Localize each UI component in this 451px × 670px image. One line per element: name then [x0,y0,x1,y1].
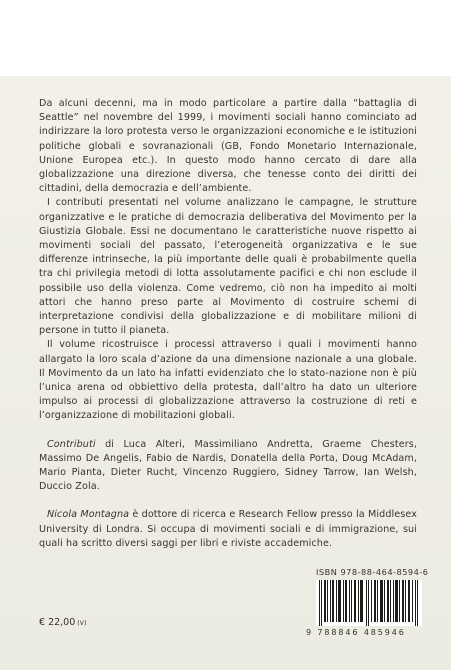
author-bio: è dottore di ricerca e Research Fellow presso la Middlesex University di Londra. Si occupa di movimenti sociali e di immigrazione, sui quali ha scritto diversi saggi per libri e riviste accademiche. [39,509,417,549]
price-value: € 22,00 [39,617,76,628]
author-bio-paragraph [39,508,417,551]
price-tag [39,617,87,628]
author-name: Nicola Montagna [47,509,130,521]
contributors-label: Contributi [47,438,96,450]
isbn-label: ISBN 978-88-464-8594-6 [316,567,429,577]
barcode-image [316,580,422,626]
blurb-paragraph-1: Da alcuni decenni, ma in modo particolare a partire dalla “battaglia di Seattle” nel novembre del 1999, i movimenti sociali hanno cominciato ad indirizzare la loro protesta verso le organizzazioni economiche e le istituzioni politiche globali e sovranazionali (GB, Fondo Monetario Internazionale, Unione Europea etc.). In questo modo hanno cercato di dare alla globalizzazione una direzione diversa, che tenesse conto dei diritti dei cittadini, della democrazia e dell’ambiente. [39,98,417,195]
blurb-paragraph-3: Il volume ricostruisce i processi attraverso i quali i movimenti hanno allargato la loro scala d’azione da una dimensione nazionale a una globale. Il Movimento da un lato ha infatti evidenziato che lo stato-nazione non è più l’unica arena od obbiettivo della protesta, dall’altro ha dato un ulteriore impulso ai processi di globalizzazione attraverso la costruzione di reti e l’organizzazione di mobilitazioni globali. [39,339,417,422]
top-margin-band [0,0,451,76]
cover-blurb [39,97,417,551]
barcode-digits: 9 788846 485946 [306,628,406,637]
price-code: (V) [77,620,87,627]
contributors-list: di Luca Alteri, Massimiliano Andretta, Graeme Chesters, Massimo De Angelis, Fabio de Nardis, Donatella della Porta, Doug McAdam, Mario Pianta, Dieter Rucht, Vincenzo Ruggiero, Sidney Tarrow, Ian Welsh, Duccio Zola. [39,438,417,493]
contributors-paragraph [39,438,417,495]
blurb-paragraph-2: I contributi presentati nel volume analizzano le campagne, le strutture organizzative e le pratiche di democrazia deliberativa del Movimento per la Giustizia Globale. Essi ne documentano le caratteristiche nuove rispetto ai movimenti sociali del passato, l’eterogeneità organizzativa e le sue differenze intrinseche, la più importante delle quali è probabilmente quella tra chi privilegia metodi di lotta assolutamente pacifici e chi non esclude il possibile uso della violenza. Come vedremo, ciò non ha impedito ai molti attori che hanno preso parte al Movimento di costruire schemi di interpretazione condivisi della globalizzazione e di mobilitare milioni di persone in tutto il pianeta. [39,197,417,337]
